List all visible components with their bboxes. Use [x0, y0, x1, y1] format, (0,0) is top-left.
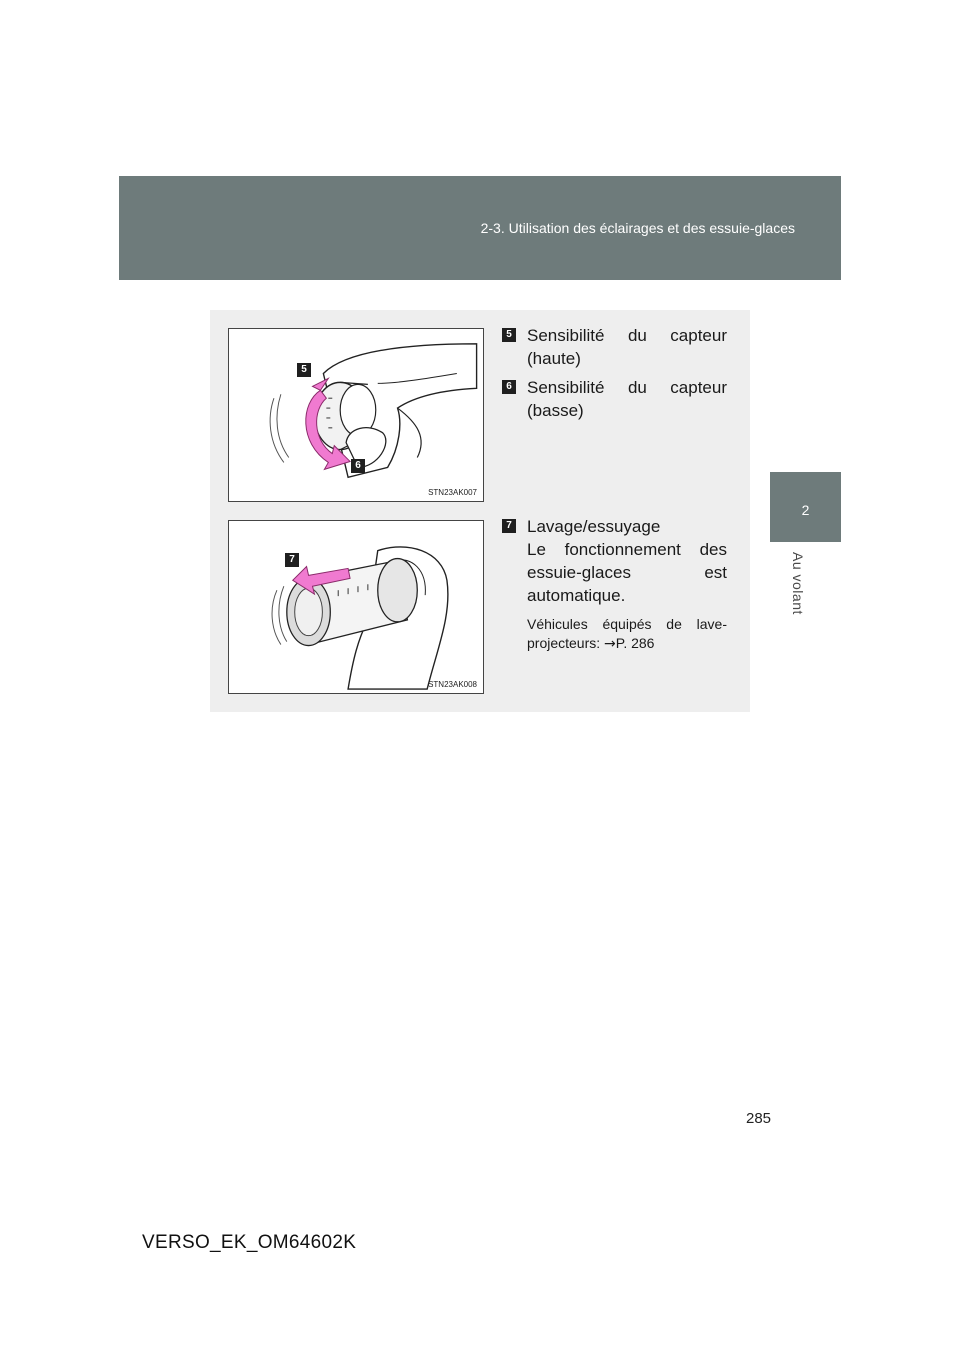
content-panel: [210, 310, 750, 712]
document-code: VERSO_EK_OM64602K: [142, 1232, 357, 1253]
item-text: Sensibilité du capteur: [527, 378, 727, 397]
note-text: projecteurs:: [527, 635, 605, 651]
item-text: (haute): [527, 349, 581, 368]
page-number: 285: [746, 1110, 772, 1127]
page-reference-link[interactable]: P. 286: [615, 635, 655, 651]
sensor-sensitivity-text: [502, 324, 727, 428]
wash-wipe-text: [502, 515, 727, 654]
chapter-tab: [770, 472, 841, 542]
arrow-right-icon: →: [604, 636, 616, 652]
figure-code: STN23AK007: [428, 488, 477, 497]
item-text: essuie-glaces est: [527, 563, 727, 582]
item-marker-6: 6: [502, 380, 516, 394]
chapter-label: Au volant: [790, 552, 806, 615]
header-band: [119, 176, 841, 280]
figure-code: STN23AK008: [428, 680, 477, 689]
note-reference[interactable]: [527, 634, 727, 654]
item-text: automatique.: [527, 586, 626, 605]
figure-marker-5: 5: [297, 363, 311, 377]
list-item: [502, 376, 727, 422]
item-text: (basse): [527, 401, 584, 420]
chapter-number: 2: [801, 502, 810, 518]
item-text: Le fonctionnement des: [527, 540, 727, 559]
figure-marker-7: 7: [285, 553, 299, 567]
section-title: 2-3. Utilisation des éclairages et des essuie-glaces: [480, 220, 795, 236]
list-item: [502, 515, 727, 607]
figure-marker-6: 6: [351, 459, 365, 473]
item-text: Sensibilité du capteur: [527, 326, 727, 345]
wiper-switch-rotate-illustration: [229, 329, 483, 501]
wiper-lever-pull-illustration: [229, 521, 483, 693]
item-title: Lavage/essuyage: [527, 517, 661, 536]
item-marker-7: 7: [502, 519, 516, 533]
list-item: [502, 324, 727, 370]
figure-wash-wipe: [228, 520, 484, 694]
item-marker-5: 5: [502, 328, 516, 342]
note-text: Véhicules équipés de lave-: [527, 616, 727, 632]
figure-sensor-sensitivity: [228, 328, 484, 502]
note: [502, 615, 727, 654]
